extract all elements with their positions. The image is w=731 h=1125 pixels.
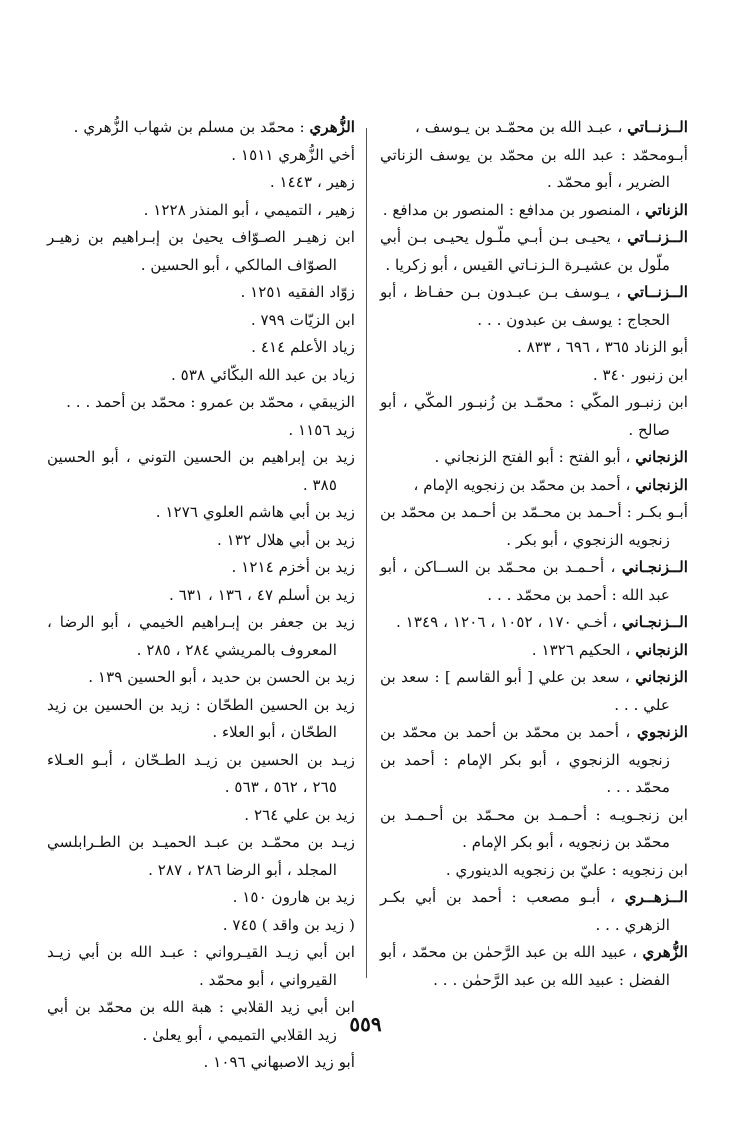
index-entry: [47, 829, 355, 884]
entry-headword: الــزهــري: [624, 888, 689, 906]
entry-body: [380, 939, 688, 994]
entry-text: زوّاد الفقيه ١٢٥١ .: [240, 283, 355, 301]
entry-text: ، أبو الفتح : أبو الفتح الزنجاني .: [434, 448, 631, 466]
entry-body: [47, 884, 355, 912]
index-entry: [380, 362, 688, 390]
entry-text: ابن زنجـويـه : أحـمـد بن محـمّد بن أحـمـد بن محمّد بن زنجويه ، أبو بكر الإمام .: [380, 805, 688, 851]
entry-body: [380, 609, 688, 637]
entry-headword: الــزنــاتي: [627, 228, 688, 246]
entry-text: ، أحمد بن محمّد بن أحمد بن محمّد بن زنجويه الزنجوي ، أبو بكر الإمام : أحمد بن محمّد . . .: [380, 723, 670, 796]
entry-body: [47, 114, 355, 142]
entry-text: ( زيد بن واقد ) ٧٤٥ .: [222, 915, 355, 934]
entry-body: [380, 857, 688, 885]
index-entry: [380, 637, 688, 665]
entry-text: ، أخـي ١٧٠ ، ١٠٥٢ ، ١٢٠٦ ، ١٣٤٩ .: [396, 613, 618, 631]
entry-text: ، يحيـى بـن أبـي ملّـول يحيـى بـن أبي ملّول بن عشيـرة الـزنـاتي القيس ، أبو زكريا .: [380, 228, 670, 274]
entry-text: ابن أبي زيـد القيـرواني : عبـد الله بن أبي زيـد القيرواني ، أبو محمّد .: [47, 943, 355, 989]
entry-body: [47, 307, 355, 335]
entry-body: [380, 499, 688, 554]
index-entry: [47, 802, 355, 830]
index-entry: [380, 114, 688, 142]
entry-text: زهير ، التميمي ، أبو المنذر ١٢٢٨ .: [143, 200, 355, 219]
entry-text: ، سعد بن علي [ أبو القاسم ] : سعد بن علي . . .: [380, 668, 670, 714]
index-entry: [47, 554, 355, 582]
entry-text: أبو زيد الاصبهاني ١٠٩٦ .: [203, 1053, 355, 1071]
entry-body: [380, 719, 688, 802]
entry-headword: الزُّهري: [309, 118, 355, 136]
entry-body: [47, 389, 355, 417]
entry-headword: الزنجوي: [637, 723, 689, 741]
entry-text: زهير ، ١٤٤٣ .: [269, 173, 355, 191]
entry-text: أبو الزناد ٣٦٥ ، ٦٩٦ ، ٨٣٣ .: [516, 338, 688, 356]
entry-body: [47, 1049, 355, 1077]
entry-text: ابن زنبـور المكّي : محمّـد بن زُنبـور المكّي ، أبو صالح .: [380, 393, 688, 439]
entry-body: [380, 637, 688, 665]
entry-headword: الزنجاني: [635, 475, 688, 494]
left-column: [47, 114, 355, 1077]
entry-text: ابن أبي زيد القلابي : هبة الله بن محمّد بن أبي زيد القلابي التميمي ، أبو يعلىٰ .: [47, 998, 355, 1044]
entry-body: [47, 444, 355, 499]
entry-body: [380, 802, 688, 857]
index-entry: [47, 169, 355, 197]
index-entry: [380, 224, 688, 279]
entry-body: [47, 279, 355, 307]
entry-text: زياد بن عبد الله البكّائي ٥٣٨ .: [171, 365, 355, 384]
entry-body: [380, 334, 688, 362]
entry-body: [47, 829, 355, 884]
index-entry: [380, 279, 688, 334]
entry-text: ، الحكيم ١٣٢٦ .: [531, 640, 631, 659]
entry-text: ، عبيد الله بن عبد الرَّحمٰن بن محمّد ، أبو الفضل : عبيد الله بن عبد الرَّحمٰن . . .: [380, 943, 670, 989]
page-number: ٥٥٩: [349, 1012, 382, 1036]
entry-text: زيد بن الحسين الطحّان : زيد بن الحسين بن زيد الطحّان ، أبو العلاء .: [47, 695, 355, 741]
entry-text: زيد بن هارون ١٥٠ .: [232, 888, 355, 906]
index-entry: [380, 334, 688, 362]
entry-text: ابن زنبور ٣٤٠ .: [592, 365, 688, 384]
entry-text: زياد الأعلم ٤١٤ .: [251, 338, 355, 356]
index-entry: [47, 279, 355, 307]
index-entry: [380, 609, 688, 637]
index-entry: [47, 444, 355, 499]
entry-body: [47, 582, 355, 610]
entry-body: [47, 747, 355, 802]
index-entry: [47, 114, 355, 142]
entry-body: [380, 362, 688, 390]
entry-body: [380, 142, 688, 197]
entry-body: [47, 142, 355, 170]
index-entry: [47, 389, 355, 417]
entry-headword: الزُّهري: [642, 943, 689, 961]
index-entry: [47, 417, 355, 445]
index-entry: [47, 197, 355, 225]
index-entry: [47, 692, 355, 747]
entry-headword: الزنجاني: [635, 448, 688, 466]
entry-text: زيد بن أخزم ١٢١٤ .: [231, 558, 355, 576]
entry-text: ، أحـمـد بن محـمّد بن الســاكن ، أبو عبد الله : أحمد بن محمّد . . .: [380, 558, 670, 604]
entry-text: : محمّد بن مسلم بن شهاب الزُّهري .: [73, 118, 305, 136]
entry-body: [380, 197, 688, 225]
index-entry: [47, 939, 355, 994]
entry-text: ، أبـو مصعب : أحمد بن أبي بكـر الزهري . . .: [380, 888, 670, 934]
index-entry: [380, 664, 688, 719]
entry-text: أبـومحمّد : عبد الله بن محمّد بن يوسف الزناتي الضرير ، أبو محمّد .: [380, 145, 688, 191]
entry-body: [380, 389, 688, 444]
index-entry: [380, 857, 688, 885]
entry-body: [380, 664, 688, 719]
entry-headword: الزناتي: [645, 200, 688, 219]
entry-text: ابن زنجويه : عليّ بن زنجويه الدينوري .: [445, 860, 688, 879]
entry-body: [47, 939, 355, 994]
entry-text: زيـد بن الحسين بن زيـد الطـحّان ، أبـو العـلاء ٢٦٥ ، ٥٦٢ ، ٥٦٣ .: [47, 750, 355, 796]
right-column: [380, 114, 688, 994]
index-entry: [47, 142, 355, 170]
entry-body: [47, 499, 355, 527]
index-entry: [380, 444, 688, 472]
index-entry: [47, 499, 355, 527]
entry-headword: الــزنــاتي: [627, 283, 688, 301]
entry-headword: الزنجاني: [635, 640, 688, 659]
index-entry: [380, 719, 688, 802]
index-entry: [47, 1049, 355, 1077]
index-entry: [47, 664, 355, 692]
entry-body: [380, 279, 688, 334]
index-entry: [47, 362, 355, 390]
entry-text: أخي الزُّهري ١٥١١ .: [231, 145, 355, 164]
entry-body: [47, 417, 355, 445]
entry-body: [47, 802, 355, 830]
index-entry: [47, 307, 355, 335]
entry-body: [47, 197, 355, 225]
entry-text: زيد بن علي ٢٦٤ .: [244, 805, 355, 824]
entry-body: [47, 362, 355, 390]
index-entry: [47, 582, 355, 610]
entry-body: [47, 169, 355, 197]
entry-body: [380, 554, 688, 609]
index-entry: [47, 334, 355, 362]
index-entry: [47, 527, 355, 555]
entry-text: زيد ١١٥٦ .: [288, 420, 355, 439]
entry-headword: الــزنجـاني: [621, 613, 688, 631]
index-entry: [380, 197, 688, 225]
entry-text: زيد بن إبراهيم بن الحسين التوني ، أبو الحسين ٣٨٥ .: [47, 448, 355, 494]
entry-text: زيد بن أبي هاشم العلوي ١٢٧٦ .: [155, 503, 355, 521]
index-entry: [380, 499, 688, 554]
entry-body: [47, 334, 355, 362]
entry-text: زيد بن جعفر بن إبـراهيم الخيمي ، أبو الرضا ، المعروف بالمريشي ٢٨٤ ، ٢٨٥ .: [47, 613, 355, 659]
entry-body: [47, 224, 355, 279]
entry-text: الزيبقي ، محمّد بن عمرو : محمّد بن أحمد . . .: [66, 393, 355, 411]
index-entry: [380, 472, 688, 500]
entry-text: زيد بن أسلم ٤٧ ، ١٣٦ ، ٦٣١ .: [169, 585, 355, 604]
index-entry: [380, 389, 688, 444]
entry-body: [47, 664, 355, 692]
entry-body: [380, 114, 688, 142]
index-entry: [380, 884, 688, 939]
entry-body: [47, 527, 355, 555]
entry-headword: الــزنــاتي: [627, 118, 688, 136]
entry-text: ، عبـد الله بن محمّـد بن يـوسف ،: [415, 118, 623, 136]
index-entry: [47, 912, 355, 940]
entry-text: ابن زهيـر الصـوّاف يحيىٰ بن إبـراهيم بن زهيـر الصوّاف المالكي ، أبو الحسين .: [47, 228, 355, 274]
entry-text: ابن الزيّات ٧٩٩ .: [250, 310, 355, 329]
entry-body: [47, 554, 355, 582]
entry-body: [47, 609, 355, 664]
index-entry: [47, 747, 355, 802]
entry-text: أبـو بكـر : أحـمد بن محـمّد بن أحـمد بن محمّد بن زنجويه الزنجوي ، أبو بكر .: [380, 503, 688, 549]
entry-text: ، يـوسف بـن عبـدون بـن حفـاظ ، أبو الحجاج : يوسف بن عبدون . . .: [380, 283, 670, 329]
index-entry: [380, 554, 688, 609]
index-entry: [380, 802, 688, 857]
entry-body: [380, 444, 688, 472]
index-entry: [380, 939, 688, 994]
entry-body: [380, 884, 688, 939]
index-entry: [380, 142, 688, 197]
entry-body: [380, 472, 688, 500]
entry-headword: الــزنجـاني: [621, 558, 688, 576]
entry-body: [47, 912, 355, 940]
entry-text: زيد بن الحسن بن حديد ، أبو الحسين ١٣٩ .: [88, 668, 355, 686]
column-divider: [366, 128, 367, 978]
entry-text: زيد بن أبي هلال ١٣٢ .: [217, 530, 355, 549]
entry-text: زيـد بن محمّـد بن عبـد الحميـد بن الطـرابلسي المجلد ، أبو الرضا ٢٨٦ ، ٢٨٧ .: [47, 833, 355, 879]
index-entry: [47, 224, 355, 279]
index-entry: [47, 884, 355, 912]
entry-headword: الزنجاني: [635, 668, 688, 686]
entry-body: [47, 692, 355, 747]
index-entry: [47, 609, 355, 664]
entry-text: ، المنصور بن مدافع : المنصور بن مدافع .: [382, 200, 641, 219]
entry-body: [380, 224, 688, 279]
entry-text: ، أحمد بن محمّد بن زنجويه الإمام ،: [413, 475, 631, 494]
